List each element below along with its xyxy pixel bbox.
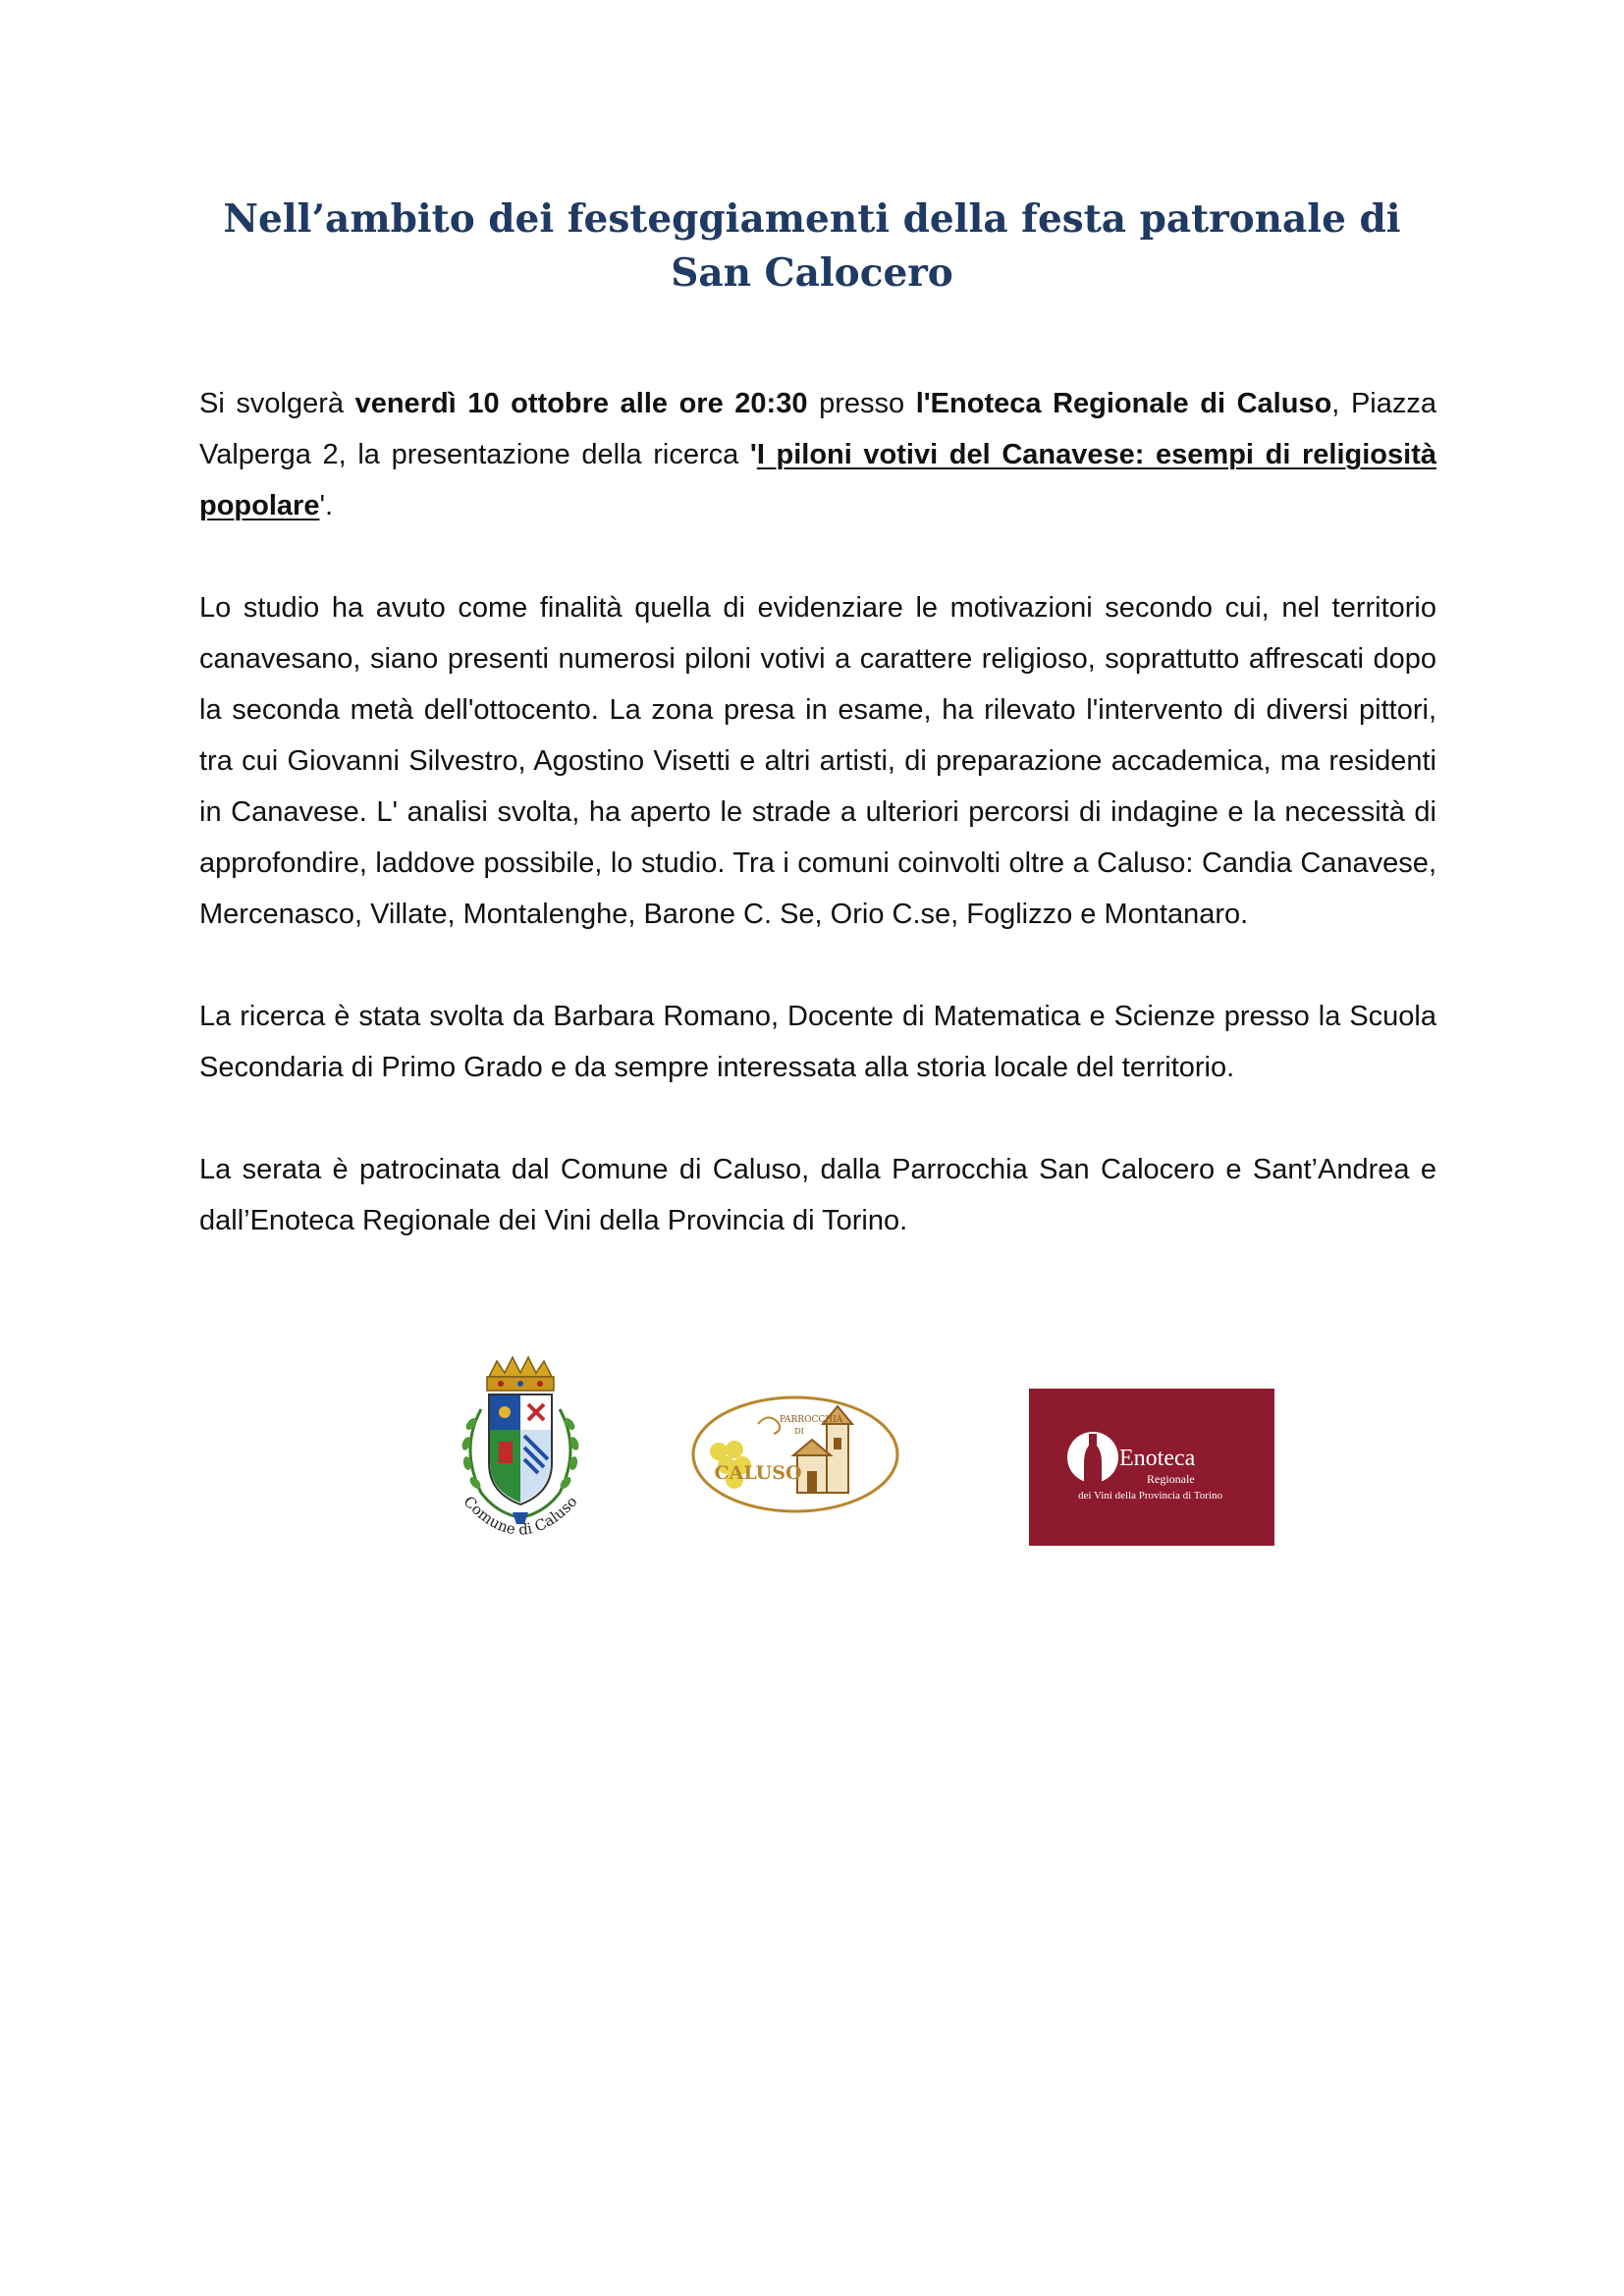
enoteca-regionale-label: Regionale bbox=[1147, 1472, 1195, 1486]
bottle-emblem-icon bbox=[1029, 1389, 1274, 1546]
text-run: presso bbox=[807, 388, 916, 419]
page-title: Nell’ambito dei festeggiamenti della festa patronale di San Calocero bbox=[223, 196, 1401, 296]
church-emblem-icon bbox=[689, 1394, 901, 1514]
paragraph-event bbox=[199, 378, 1436, 531]
text-run: , Piazza Valperga 2, la presentazione della ricerca bbox=[199, 388, 1436, 470]
event-venue: l'Enoteca Regionale di Caluso bbox=[915, 388, 1332, 419]
enoteca-label: Enoteca bbox=[1119, 1446, 1196, 1471]
text-run: '. bbox=[319, 490, 334, 521]
parrocchia-caluso-label: CALUSO bbox=[714, 1462, 802, 1484]
quote-mark: ' bbox=[749, 439, 757, 470]
research-title: I piloni votivi del Canavese: esempi di religiosità popolare bbox=[199, 439, 1436, 521]
logo-parrocchia-di-caluso bbox=[689, 1394, 901, 1514]
logo-comune-di-caluso bbox=[442, 1355, 599, 1552]
enoteca-provincia-label: dei Vini della Provincia di Torino bbox=[1078, 1490, 1222, 1502]
comune-logo-text: Comune di Caluso bbox=[460, 1492, 581, 1539]
logos-row bbox=[0, 1355, 1624, 1552]
paragraph-study: Lo studio ha avuto come finalità quella di evidenziare le motivazioni secondo cui, nel territorio canavesano, siano presenti numerosi piloni votivi a carattere religioso, soprattutto affrescati dopo la seconda metà dell'ottocento. La zona presa in esame, ha rilevato l'intervento di diversi pittori, tra cui Giovanni Silvestro, Agostino Visetti e altri artisti, di preparazione accademica, ma residenti in Canavese. L' analisi svolta, ha aperto le strade a ulteriori percorsi di indagine e la necessità di approfondire, laddove possibile, lo studio. Tra i comuni coinvolti oltre a Caluso: Candia Canavese, Mercenasco, Villate, Montalenghe, Barone C. Se, Orio C.se, Foglizzo e Montanaro. bbox=[199, 592, 1436, 930]
parrocchia-label: PARROCCHIA bbox=[779, 1415, 843, 1425]
event-date: venerdì 10 ottobre alle ore 20:30 bbox=[354, 388, 808, 419]
text-run: Si svolgerà bbox=[199, 388, 355, 419]
document-body bbox=[199, 378, 1436, 1297]
logo-enoteca-regionale bbox=[1029, 1389, 1274, 1546]
paragraph-author: La ricerca è stata svolta da Barbara Romano, Docente di Matematica e Scienze presso la Scuola Secondaria di Primo Grado e da sempre interessata alla storia locale del territorio. bbox=[199, 1001, 1436, 1083]
paragraph-patronage: La serata è patrocinata dal Comune di Caluso, dalla Parrocchia San Calocero e Sant’Andrea e dall’Enoteca Regionale dei Vini della Provincia di Torino. bbox=[199, 1154, 1436, 1236]
coat-of-arms-icon bbox=[442, 1355, 599, 1552]
parrocchia-di-label: DI bbox=[794, 1427, 804, 1436]
